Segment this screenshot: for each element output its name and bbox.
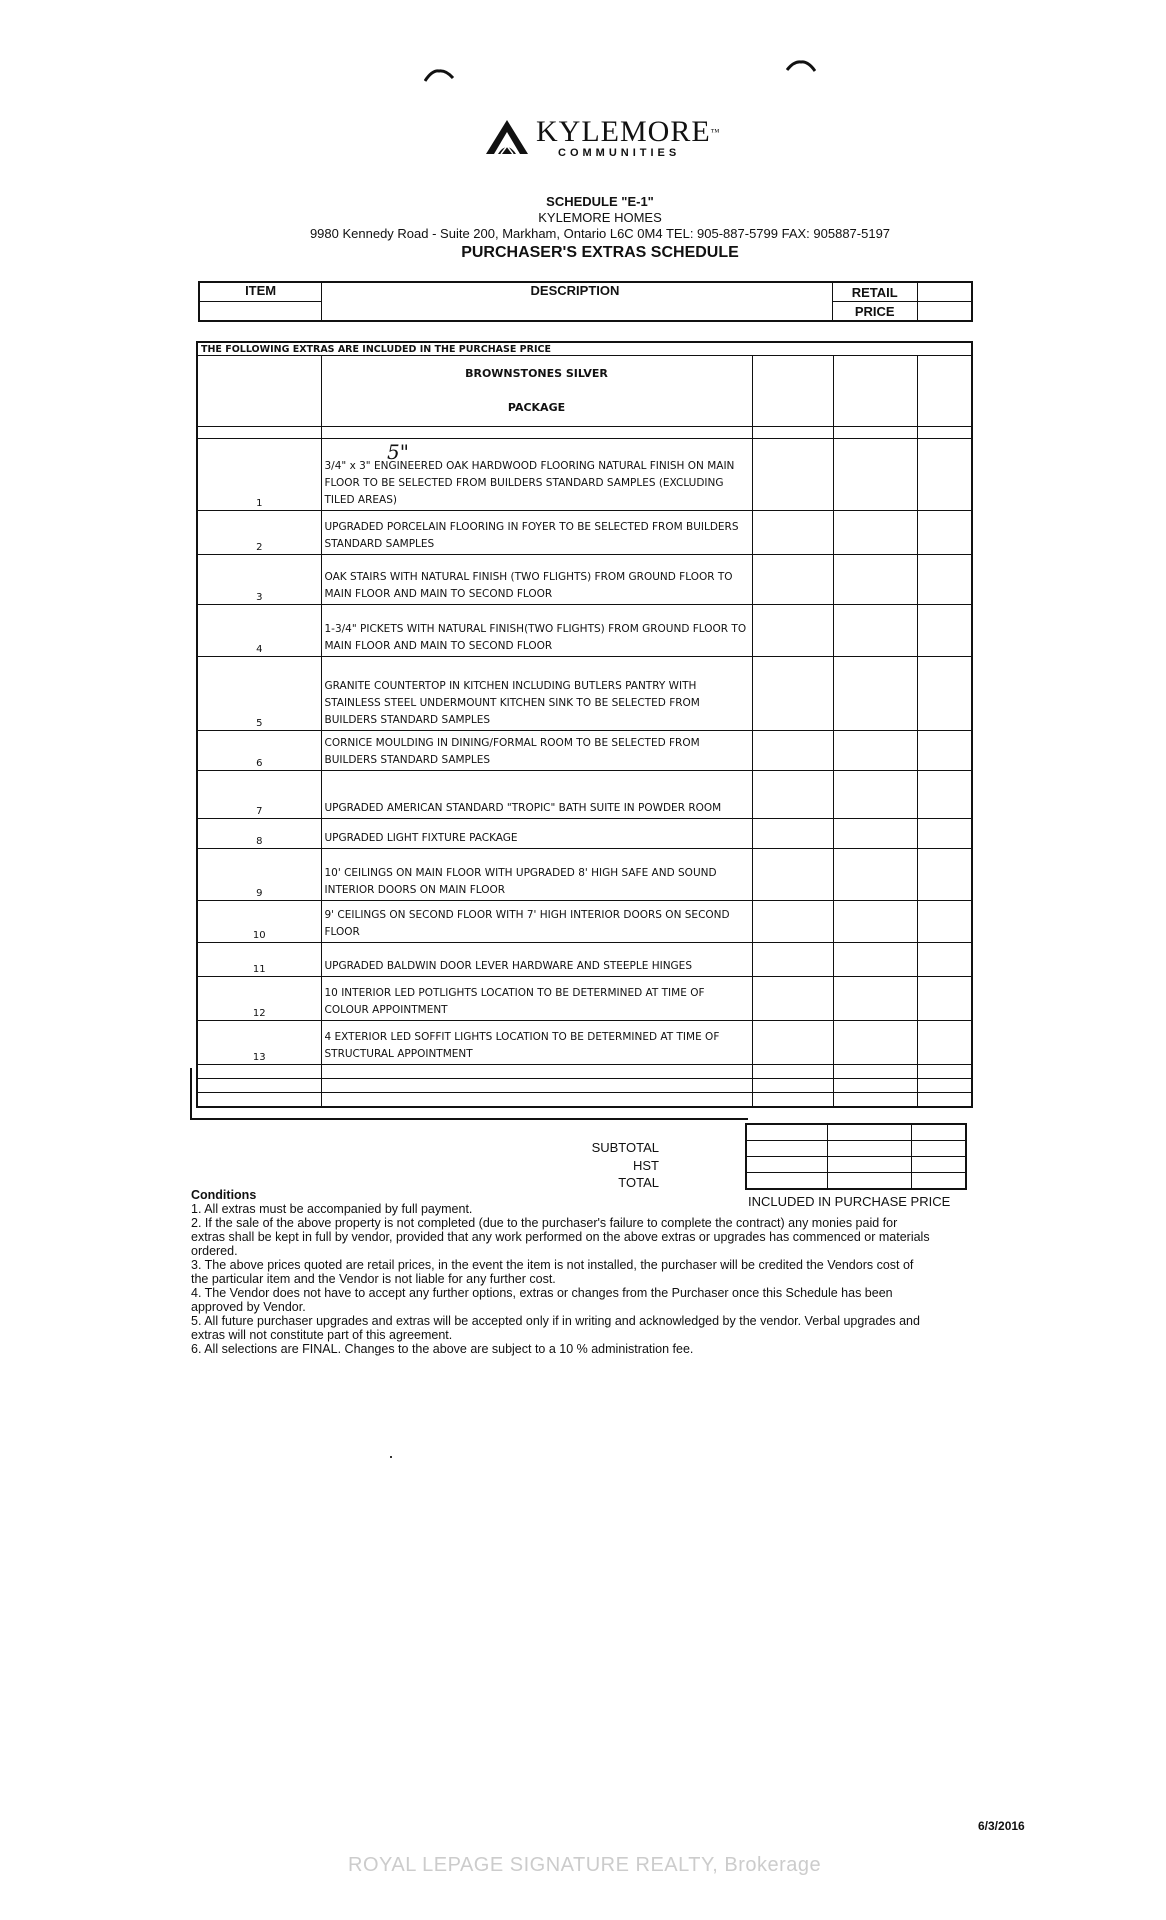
- table-row: [197, 849, 972, 901]
- total-label: TOTAL: [618, 1175, 659, 1190]
- item-number: 10: [197, 901, 321, 943]
- item-number: 12: [197, 977, 321, 1021]
- price-cell: [752, 771, 833, 819]
- table-row: [197, 605, 972, 657]
- price-cell: [917, 849, 972, 901]
- price-cell: [833, 511, 917, 555]
- price-cell: [833, 439, 917, 511]
- item-number: 8: [197, 819, 321, 849]
- table-outline: [190, 1068, 748, 1120]
- table-cell: [197, 356, 321, 427]
- table-row: [197, 977, 972, 1021]
- price-cell: [752, 849, 833, 901]
- price-cell: [917, 1021, 972, 1065]
- item-description: 4 EXTERIOR LED SOFFIT LIGHTS LOCATION TO BE DETERMINED AT TIME OF STRUCTURAL APPOINTMENT: [321, 1021, 752, 1065]
- price-cell: [917, 943, 972, 977]
- condition-item: 2. If the sale of the above property is not completed (due to the purchaser's failure to complete the contract) any monies paid for extras shall be kept in full by vendor, provided that any work performed on the above extras or upgrades has commenced or materials ordered.: [191, 1216, 930, 1258]
- header-blank-cell: [917, 282, 972, 302]
- company-name: KYLEMORE HOMES: [538, 210, 662, 225]
- company-address: 9980 Kennedy Road - Suite 200, Markham, Ontario L6C 0M4 TEL: 905-887-5799 FAX: 905887-5197: [309, 226, 891, 241]
- price-cell: [833, 657, 917, 731]
- price-cell: [752, 657, 833, 731]
- item-description: 3/4" x 3" ENGINEERED OAK HARDWOOD FLOORING NATURAL FINISH ON MAIN FLOOR TO BE SELECTED FROM BUILDERS STANDARD SAMPLES (EXCLUDING TILED AREAS): [321, 439, 752, 511]
- table-row: [197, 731, 972, 771]
- page-title: PURCHASER'S EXTRAS SCHEDULE: [461, 244, 739, 261]
- table-row: [197, 819, 972, 849]
- subtotal-label: SUBTOTAL: [591, 1140, 659, 1155]
- price-cell: [917, 901, 972, 943]
- item-description: OAK STAIRS WITH NATURAL FINISH (TWO FLIGHTS) FROM GROUND FLOOR TO MAIN FLOOR AND MAIN TO SECOND FLOOR: [321, 555, 752, 605]
- item-description: 10 INTERIOR LED POTLIGHTS LOCATION TO BE DETERMINED AT TIME OF COLOUR APPOINTMENT: [321, 977, 752, 1021]
- item-description: CORNICE MOULDING IN DINING/FORMAL ROOM TO BE SELECTED FROM BUILDERS STANDARD SAMPLES: [321, 731, 752, 771]
- item-description: 9' CEILINGS ON SECOND FLOOR WITH 7' HIGH INTERIOR DOORS ON SECOND FLOOR: [321, 901, 752, 943]
- speck: [390, 1456, 392, 1458]
- price-cell: [833, 901, 917, 943]
- logo-tm: ™: [710, 127, 721, 137]
- price-cell: [752, 977, 833, 1021]
- totals-table: [745, 1123, 967, 1190]
- item-number: 4: [197, 605, 321, 657]
- price-cell: [833, 819, 917, 849]
- price-cell: [917, 657, 972, 731]
- package-line-1: BROWNSTONES SILVER: [465, 367, 608, 380]
- price-cell: [833, 849, 917, 901]
- price-cell: [833, 977, 917, 1021]
- condition-item: 3. The above prices quoted are retail prices, in the event the item is not installed, the purchaser will be credited the Vendors cost of the particular item and the Vendor is not liable for any further cost.: [191, 1258, 914, 1286]
- item-header: ITEM: [199, 282, 322, 302]
- logo-subtitle: COMMUNITIES: [558, 147, 681, 159]
- item-description: 10' CEILINGS ON MAIN FLOOR WITH UPGRADED 8' HIGH SAFE AND SOUND INTERIOR DOORS ON MAIN FLOOR: [321, 849, 752, 901]
- conditions-heading: Conditions: [191, 1188, 257, 1202]
- header-blank-cell: [917, 302, 972, 322]
- header-blank-cell: [199, 302, 322, 322]
- item-description: UPGRADED LIGHT FIXTURE PACKAGE: [321, 819, 752, 849]
- price-cell: [917, 731, 972, 771]
- price-cell: [752, 943, 833, 977]
- item-description: UPGRADED BALDWIN DOOR LEVER HARDWARE AND STEEPLE HINGES: [321, 943, 752, 977]
- logo-name: KYLEMORE: [536, 115, 711, 148]
- table-row: [197, 439, 972, 511]
- handwritten-note: 5": [387, 440, 409, 464]
- table-row: [197, 555, 972, 605]
- retail-header: RETAIL: [832, 282, 917, 302]
- item-number: 13: [197, 1021, 321, 1065]
- document-date: 6/3/2016: [978, 1819, 1025, 1833]
- price-cell: [752, 1021, 833, 1065]
- condition-item: 1. All extras must be accompanied by full payment.: [191, 1202, 473, 1216]
- package-title: [321, 356, 752, 427]
- table-row: [197, 511, 972, 555]
- table-row: [197, 771, 972, 819]
- table-row: [197, 1021, 972, 1065]
- column-header-table: [198, 281, 973, 322]
- price-cell: [833, 731, 917, 771]
- item-number: 2: [197, 511, 321, 555]
- company-logo: [484, 116, 720, 160]
- price-cell: [833, 1021, 917, 1065]
- item-description: GRANITE COUNTERTOP IN KITCHEN INCLUDING BUTLERS PANTRY WITH STAINLESS STEEL UNDERMOUNT KITCHEN SINK TO BE SELECTED FROM BUILDERS STANDARD SAMPLES: [321, 657, 752, 731]
- item-number: 6: [197, 731, 321, 771]
- price-cell: [917, 511, 972, 555]
- condition-item: 6. All selections are FINAL. Changes to the above are subject to a 10 % administration fee.: [191, 1342, 694, 1356]
- item-number: 5: [197, 657, 321, 731]
- item-number: 9: [197, 849, 321, 901]
- description-header: DESCRIPTION: [322, 282, 833, 321]
- price-cell: [833, 943, 917, 977]
- punch-mark: [424, 68, 454, 82]
- item-description: UPGRADED PORCELAIN FLOORING IN FOYER TO BE SELECTED FROM BUILDERS STANDARD SAMPLES: [321, 511, 752, 555]
- price-cell: [917, 771, 972, 819]
- included-note: INCLUDED IN PURCHASE PRICE: [748, 1194, 951, 1209]
- table-row: [197, 943, 972, 977]
- price-cell: [752, 819, 833, 849]
- table-row: [197, 901, 972, 943]
- condition-item: 5. All future purchaser upgrades and extras will be accepted only if in writing and acknowledged by the vendor. Verbal upgrades and extras will not constitute part of this agreement.: [191, 1314, 920, 1342]
- price-cell: [917, 605, 972, 657]
- item-number: 11: [197, 943, 321, 977]
- price-cell: [833, 605, 917, 657]
- price-cell: [752, 439, 833, 511]
- schedule-label: SCHEDULE "E-1": [546, 194, 654, 209]
- price-cell: [752, 605, 833, 657]
- hst-label: HST: [633, 1158, 659, 1173]
- price-cell: [752, 901, 833, 943]
- price-cell: [752, 511, 833, 555]
- price-cell: [833, 771, 917, 819]
- price-cell: [917, 819, 972, 849]
- price-cell: [752, 555, 833, 605]
- item-description: UPGRADED AMERICAN STANDARD "TROPIC" BATH SUITE IN POWDER ROOM: [321, 771, 752, 819]
- item-number: 1: [197, 439, 321, 511]
- conditions-section: [191, 1188, 931, 1356]
- item-rows: [197, 439, 972, 1065]
- price-cell: [752, 731, 833, 771]
- price-cell: [917, 555, 972, 605]
- price-header: PRICE: [832, 302, 917, 322]
- price-cell: [917, 977, 972, 1021]
- conditions-list: [191, 1202, 931, 1356]
- item-number: 7: [197, 771, 321, 819]
- price-cell: [917, 439, 972, 511]
- extras-table: [196, 341, 973, 1108]
- item-number: 3: [197, 555, 321, 605]
- item-description: 1-3/4" PICKETS WITH NATURAL FINISH(TWO FLIGHTS) FROM GROUND FLOOR TO MAIN FLOOR AND MAIN TO SECOND FLOOR: [321, 605, 752, 657]
- table-row: [197, 657, 972, 731]
- brokerage-watermark: ROYAL LEPAGE SIGNATURE REALTY, Brokerage: [348, 1854, 822, 1876]
- punch-mark: [786, 60, 816, 74]
- included-banner: THE FOLLOWING EXTRAS ARE INCLUDED IN THE PURCHASE PRICE: [197, 342, 972, 356]
- condition-item: 4. The Vendor does not have to accept any further options, extras or changes from the Purchaser once this Schedule has been approved by Vendor.: [191, 1286, 893, 1314]
- price-cell: [833, 555, 917, 605]
- package-line-2: PACKAGE: [507, 401, 566, 414]
- kylemore-logo-icon: [484, 118, 530, 158]
